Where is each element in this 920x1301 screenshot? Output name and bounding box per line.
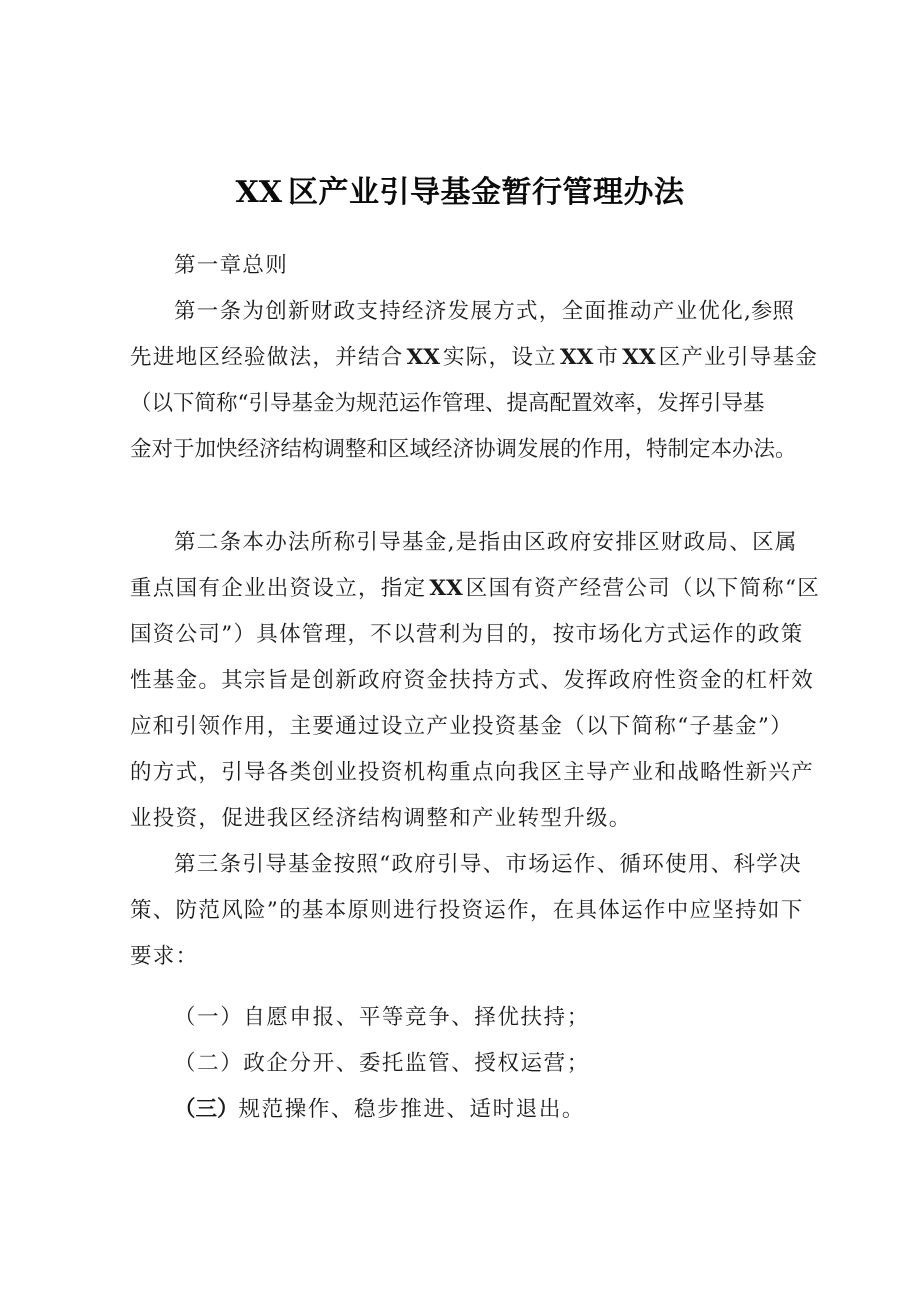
article-3-line-2: 策、防范风险”的基本原则进行投资运作，在具体运作中应坚持如下 xyxy=(130,898,804,923)
article-1-line-1 xyxy=(130,289,794,335)
list-item-text: 自愿申报、平等竞争、择优扶持； xyxy=(243,1005,590,1030)
title-rest: 区产业引导基金暂行管理办法 xyxy=(288,176,685,209)
article-1-line-2-b: 实际，设立 xyxy=(442,345,557,370)
article-2-line-3: 国资公司”）具体管理，不以营利为目的，按市场化方式运作的政策 xyxy=(130,622,804,647)
article-2-line-2 xyxy=(130,566,821,612)
page-title xyxy=(130,172,790,214)
article-2-line-6: 的方式，引导各类创业投资机构重点向我区主导产业和战略性新兴产 xyxy=(130,760,815,785)
chapter-heading: 第一章总则 xyxy=(174,253,289,278)
list-item-marker: （三） xyxy=(174,1097,239,1122)
article-1-line-2-d: 区产业引导基金 xyxy=(658,345,819,370)
article-1-line-1-tail: ,参照 xyxy=(744,299,794,324)
article-2-line-1: 第二条本办法所称引导基金,是指由区政府安排区财政局、区属 xyxy=(174,530,798,555)
article-2-line-2-b: 区国有资产经营公司（以下简称“区 xyxy=(465,576,821,601)
article-1-line-1-main: 第一条为创新财政支持经济发展方式，全面推动产业优化 xyxy=(174,299,745,324)
article-1-xx-1: XX xyxy=(406,345,440,370)
list-item-text: 政企分开、委托监管、授权运营； xyxy=(243,1051,590,1076)
article-2-block xyxy=(130,520,821,842)
article-2-line-4: 性基金。其宗旨是创新政府资金扶持方式、发挥政府性资金的杠杆效 xyxy=(130,668,815,693)
article-2-line-2-a: 重点国有企业出资设立，指定 xyxy=(130,576,427,601)
list-item-marker: （一） xyxy=(174,1005,244,1030)
article-3-block xyxy=(130,842,804,980)
list-item xyxy=(130,1041,790,1087)
list-item xyxy=(130,995,790,1041)
article-3-line-3: 要求： xyxy=(130,944,199,969)
article-1-block xyxy=(130,289,819,473)
article-1-xx-3: XX xyxy=(622,345,656,370)
list-item-marker: （二） xyxy=(174,1051,244,1076)
article-1-xx-2: XX xyxy=(560,345,594,370)
list-item-text: 规范操作、稳步推进、适时退出。 xyxy=(238,1097,586,1122)
article-1-line-4: 金对于加快经济结构调整和区域经济协调发展的作用，特制定本办法。 xyxy=(130,437,797,462)
list-item xyxy=(130,1087,790,1133)
article-1-line-2-a: 先进地区经验做法，并结合 xyxy=(130,345,404,370)
requirements-list xyxy=(130,995,790,1133)
article-3-line-1: 第三条引导基金按照“政府引导、市场运作、循环使用、科学决 xyxy=(174,852,802,877)
article-2-line-5: 应和引领作用，主要通过设立产业投资基金（以下简称“子基金”） xyxy=(130,714,793,739)
title-prefix: XX xyxy=(235,175,283,210)
chapter-heading-block xyxy=(130,243,790,289)
article-1-line-2 xyxy=(130,335,819,381)
article-1-line-3: （以下简称“引导基金为规范运作管理、提高配置效率，发挥引导基 xyxy=(130,391,765,416)
article-2-line-7: 业投资，促进我区经济结构调整和产业转型升级。 xyxy=(130,806,632,831)
article-1-line-2-c: 市 xyxy=(596,345,620,370)
article-2-xx: XX xyxy=(429,576,463,601)
